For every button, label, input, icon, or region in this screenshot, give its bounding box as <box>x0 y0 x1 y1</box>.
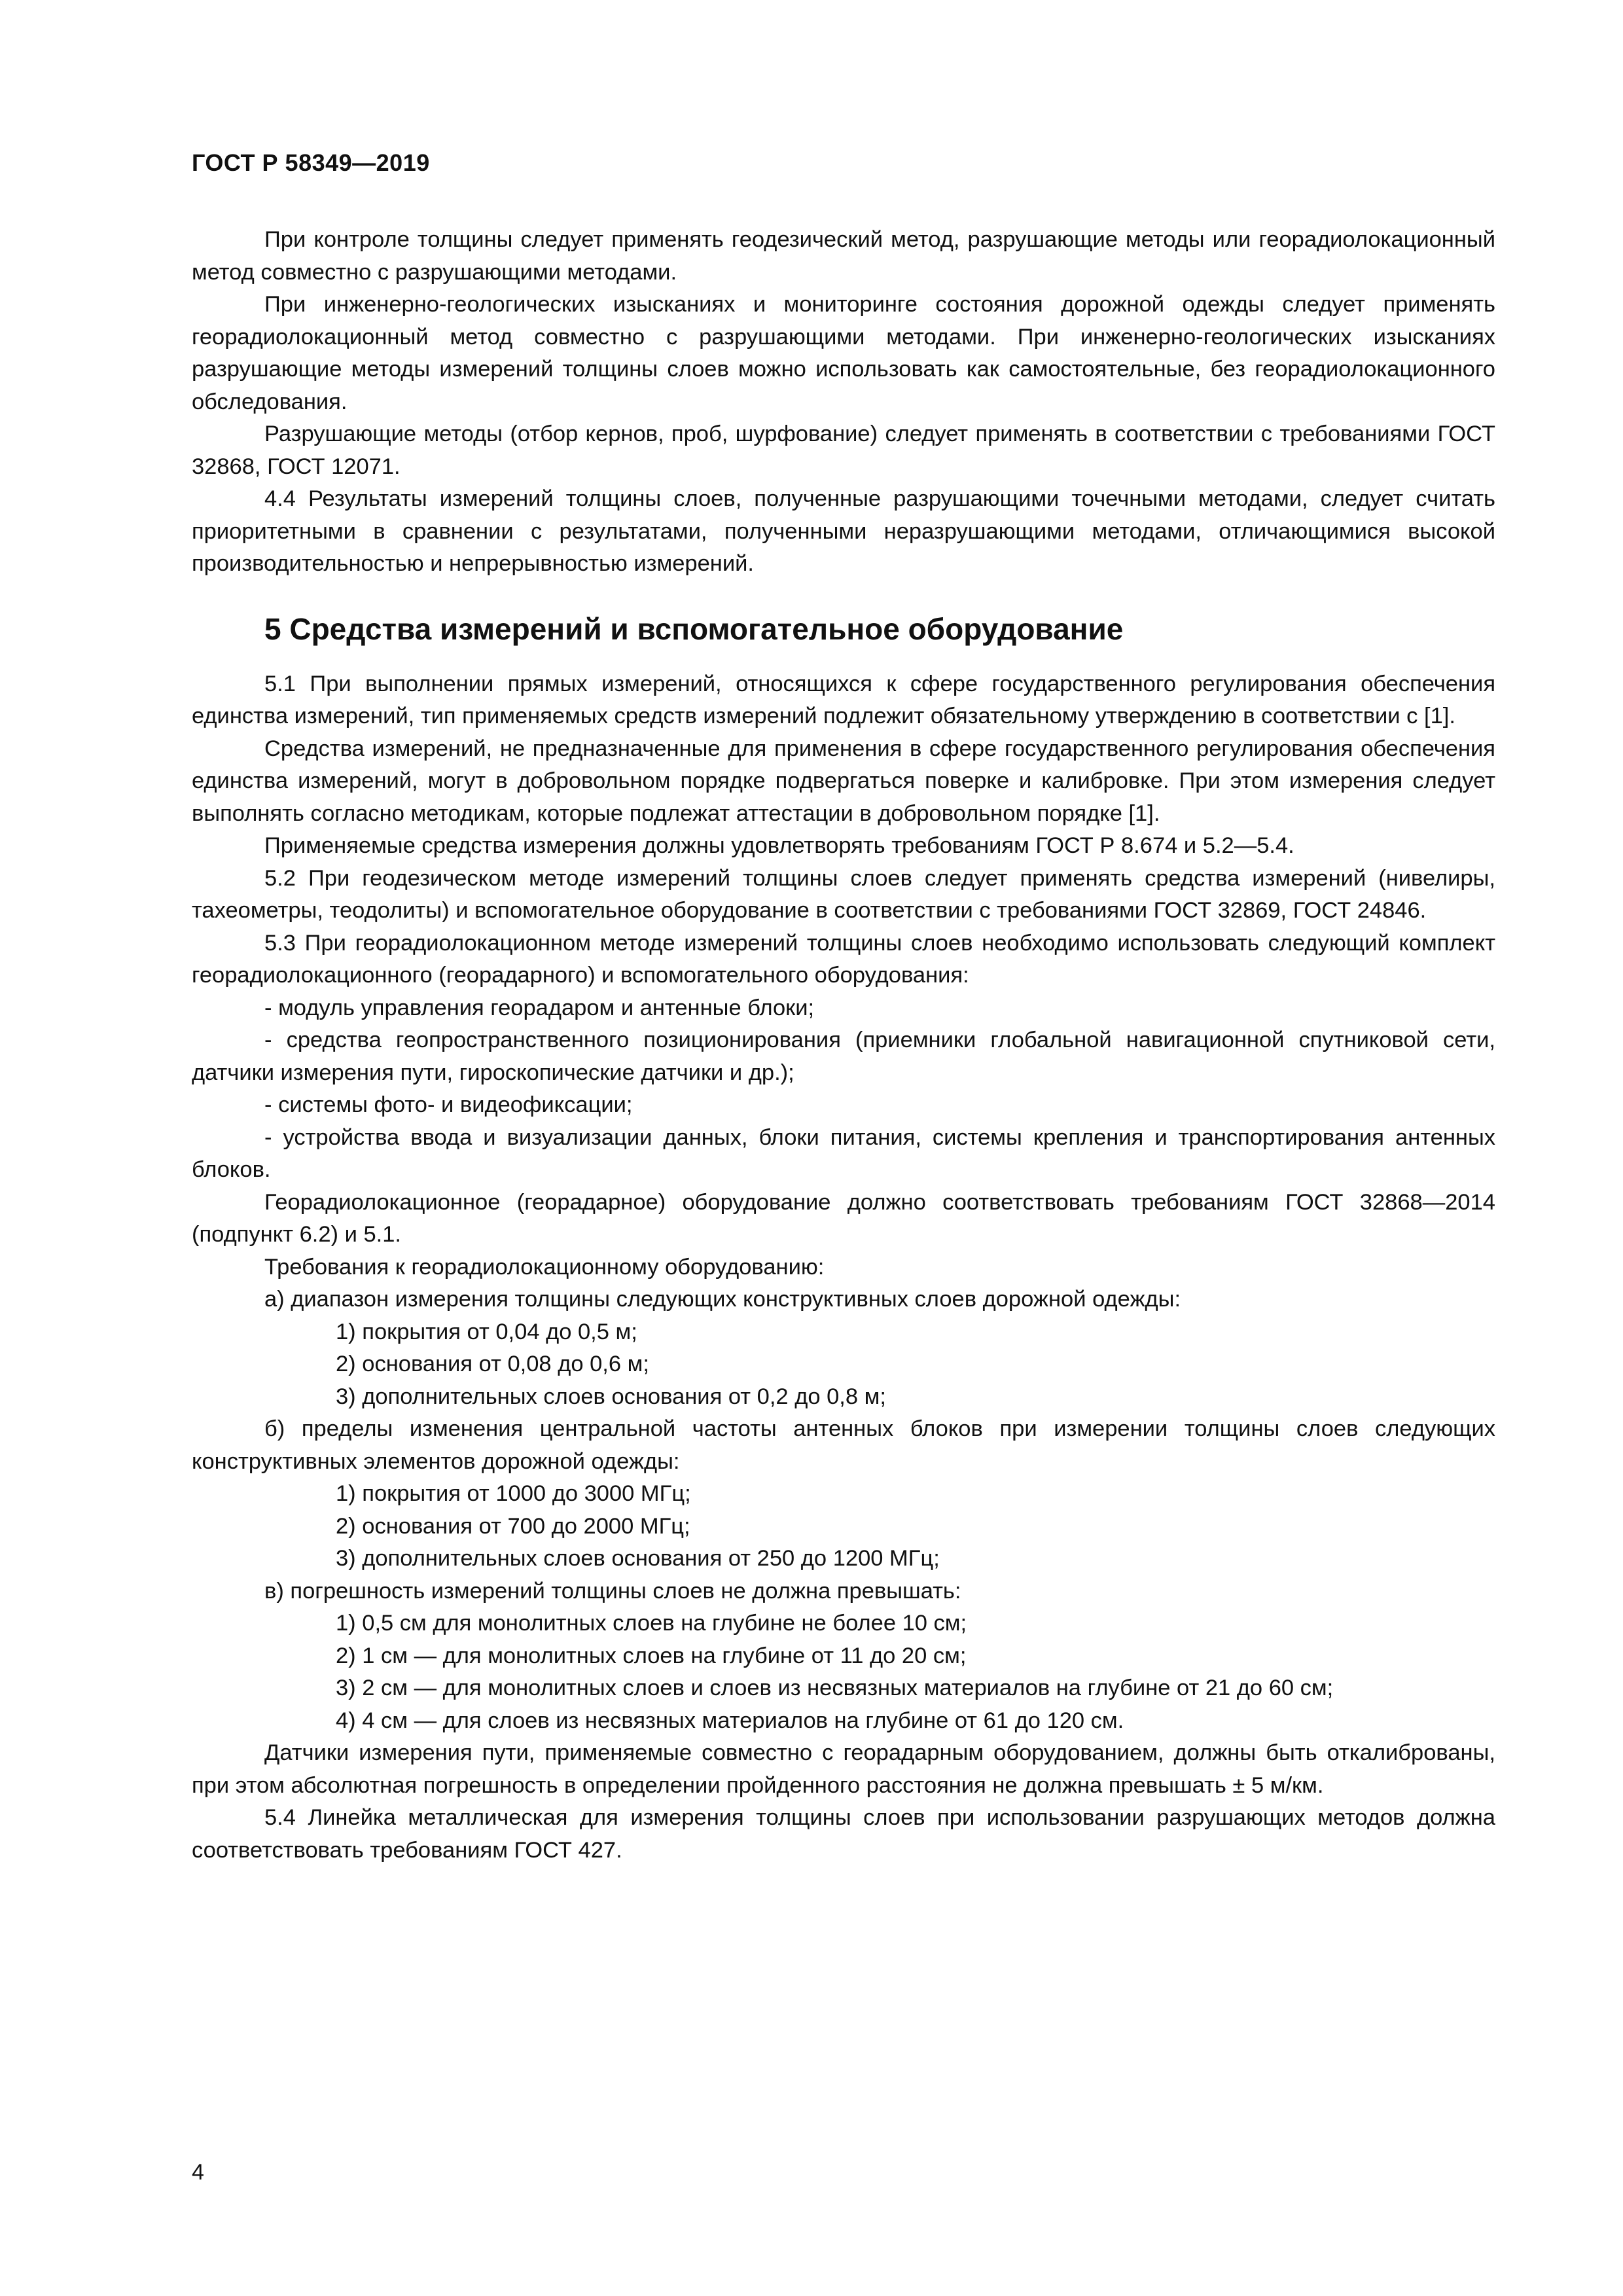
list-b-title: б) пределы изменения центральной частоты антенных блоков при измерении толщины слоев следующих конструктивных элементов дорожной одежды: <box>192 1416 1495 1474</box>
paragraph-path-sensors: Датчики измерения пути, применяемые совместно с георадарным оборудованием, должны быть откалиброваны, при этом абсолютная погрешность в определении пройденного расстояния не должна превышать ± 5 м/км. <box>192 1740 1495 1798</box>
paragraph-destructive-methods: Разрушающие методы (отбор кернов, проб, шурфование) следует применять в соответствии с требованиями ГОСТ 32868, ГОСТ 12071. <box>192 422 1495 479</box>
paragraph-4-4: 4.4 Результаты измерений толщины слоев, полученные разрушающими точечными методами, следует считать приоритетными в сравнении с результатами, полученными неразрушающими методами, отличающимися высокой производительностью и непрерывностью измерений. <box>192 486 1495 576</box>
list-item-frequency: 1) покрытия от 1000 до 3000 МГц; <box>336 1481 691 1506</box>
list-item-frequency: 3) дополнительных слоев основания от 250 до 1200 МГц; <box>336 1546 940 1571</box>
paragraph-georadar-equipment: Георадиолокационное (георадарное) оборудование должно соответствовать требованиям ГОСТ 32868—2014 (подпункт 6.2) и 5.1. <box>192 1189 1495 1247</box>
list-item-equipment: - устройства ввода и визуализации данных, блоки питания, системы крепления и транспортирования антенных блоков. <box>192 1124 1495 1182</box>
list-item-frequency: 2) основания от 700 до 2000 МГц; <box>336 1513 690 1539</box>
list-item-equipment: - системы фото- и видеофиксации; <box>264 1092 633 1117</box>
list-item-error: 3) 2 см — для монолитных слоев и слоев из несвязных материалов на глубине от 21 до 60 см; <box>336 1676 1334 1700</box>
list-item-range: 2) основания от 0,08 до 0,6 м; <box>336 1352 649 1376</box>
paragraph-5-4: 5.4 Линейка металлическая для измерения толщины слоев при использовании разрушающих методов должна соответствовать требованиям ГОСТ 427. <box>192 1805 1495 1863</box>
list-a-title: а) диапазон измерения толщины следующих конструктивных слоев дорожной одежды: <box>264 1287 1181 1312</box>
section-5-title: 5 Средства измерений и вспомогательное оборудование <box>264 611 1124 646</box>
list-c-title: в) погрешность измерений толщины слоев не должна превышать: <box>264 1578 961 1604</box>
list-item-equipment: - средства геопространственного позиционирования (приемники глобальной навигационной спутниковой сети, датчики измерения пути, гироскопические датчики и др.); <box>192 1028 1495 1085</box>
page-number: 4 <box>192 2160 204 2185</box>
document-body <box>192 224 1495 1867</box>
paragraph-5-2: 5.2 При геодезическом методе измерений толщины слоев следует применять средства измерений (нивелиры, тахеометры, теодолиты) и вспомогательное оборудование в соответствии с требованиями ГОСТ 32869, ГОСТ 24846. <box>192 865 1495 923</box>
list-item-range: 1) покрытия от 0,04 до 0,5 м; <box>336 1319 637 1344</box>
paragraph-control-methods: При контроле толщины следует применять геодезический метод, разрушающие методы или георадиолокационный метод совместно с разрушающими методами. <box>192 227 1495 285</box>
paragraph-surveys: При инженерно-геологических изысканиях и мониторинге состояния дорожной одежды следует применять георадиолокационный метод совместно с разрушающими методами. При инженерно-геологических изысканиях разрушающие методы измерений толщины слоев можно использовать как самостоятельные, без георадиолокационного обследования. <box>192 292 1495 414</box>
paragraph-5-1-requirements: Применяемые средства измерения должны удовлетворять требованиям ГОСТ Р 8.674 и 5.2—5.4. <box>264 833 1294 858</box>
list-item-error: 2) 1 см — для монолитных слоев на глубине от 11 до 20 см; <box>336 1643 967 1668</box>
list-item-range: 3) дополнительных слоев основания от 0,2 до 0,8 м; <box>336 1384 886 1409</box>
paragraph-5-1-calibration: Средства измерений, не предназначенные для применения в сфере государственного регулирования обеспечения единства измерений, могут в добровольном порядке подвергаться поверке и калибровке. При этом измерения следует выполнять согласно методикам, которые подлежат аттестации в добровольном порядке [1]. <box>192 736 1495 826</box>
paragraph-5-1: 5.1 При выполнении прямых измерений, относящихся к сфере государственного регулирования обеспечения единства измерений, тип применяемых средств измерений подлежит обязательному утверждению в соответствии с [1]. <box>192 671 1495 728</box>
list-item-error: 4) 4 см — для слоев из несвязных материалов на глубине от 61 до 120 см. <box>336 1708 1124 1733</box>
list-item-equipment: - модуль управления георадаром и антенные блоки; <box>264 995 815 1020</box>
paragraph-5-3: 5.3 При георадиолокационном методе измерений толщины слоев необходимо использовать следующий комплект георадиолокационного (георадарного) и вспомогательного оборудования: <box>192 930 1495 988</box>
paragraph-requirements-intro: Требования к георадиолокационному оборудованию: <box>264 1254 825 1280</box>
document-header-code: ГОСТ Р 58349—2019 <box>192 149 430 176</box>
list-item-error: 1) 0,5 см для монолитных слоев на глубине не более 10 см; <box>336 1611 967 1636</box>
